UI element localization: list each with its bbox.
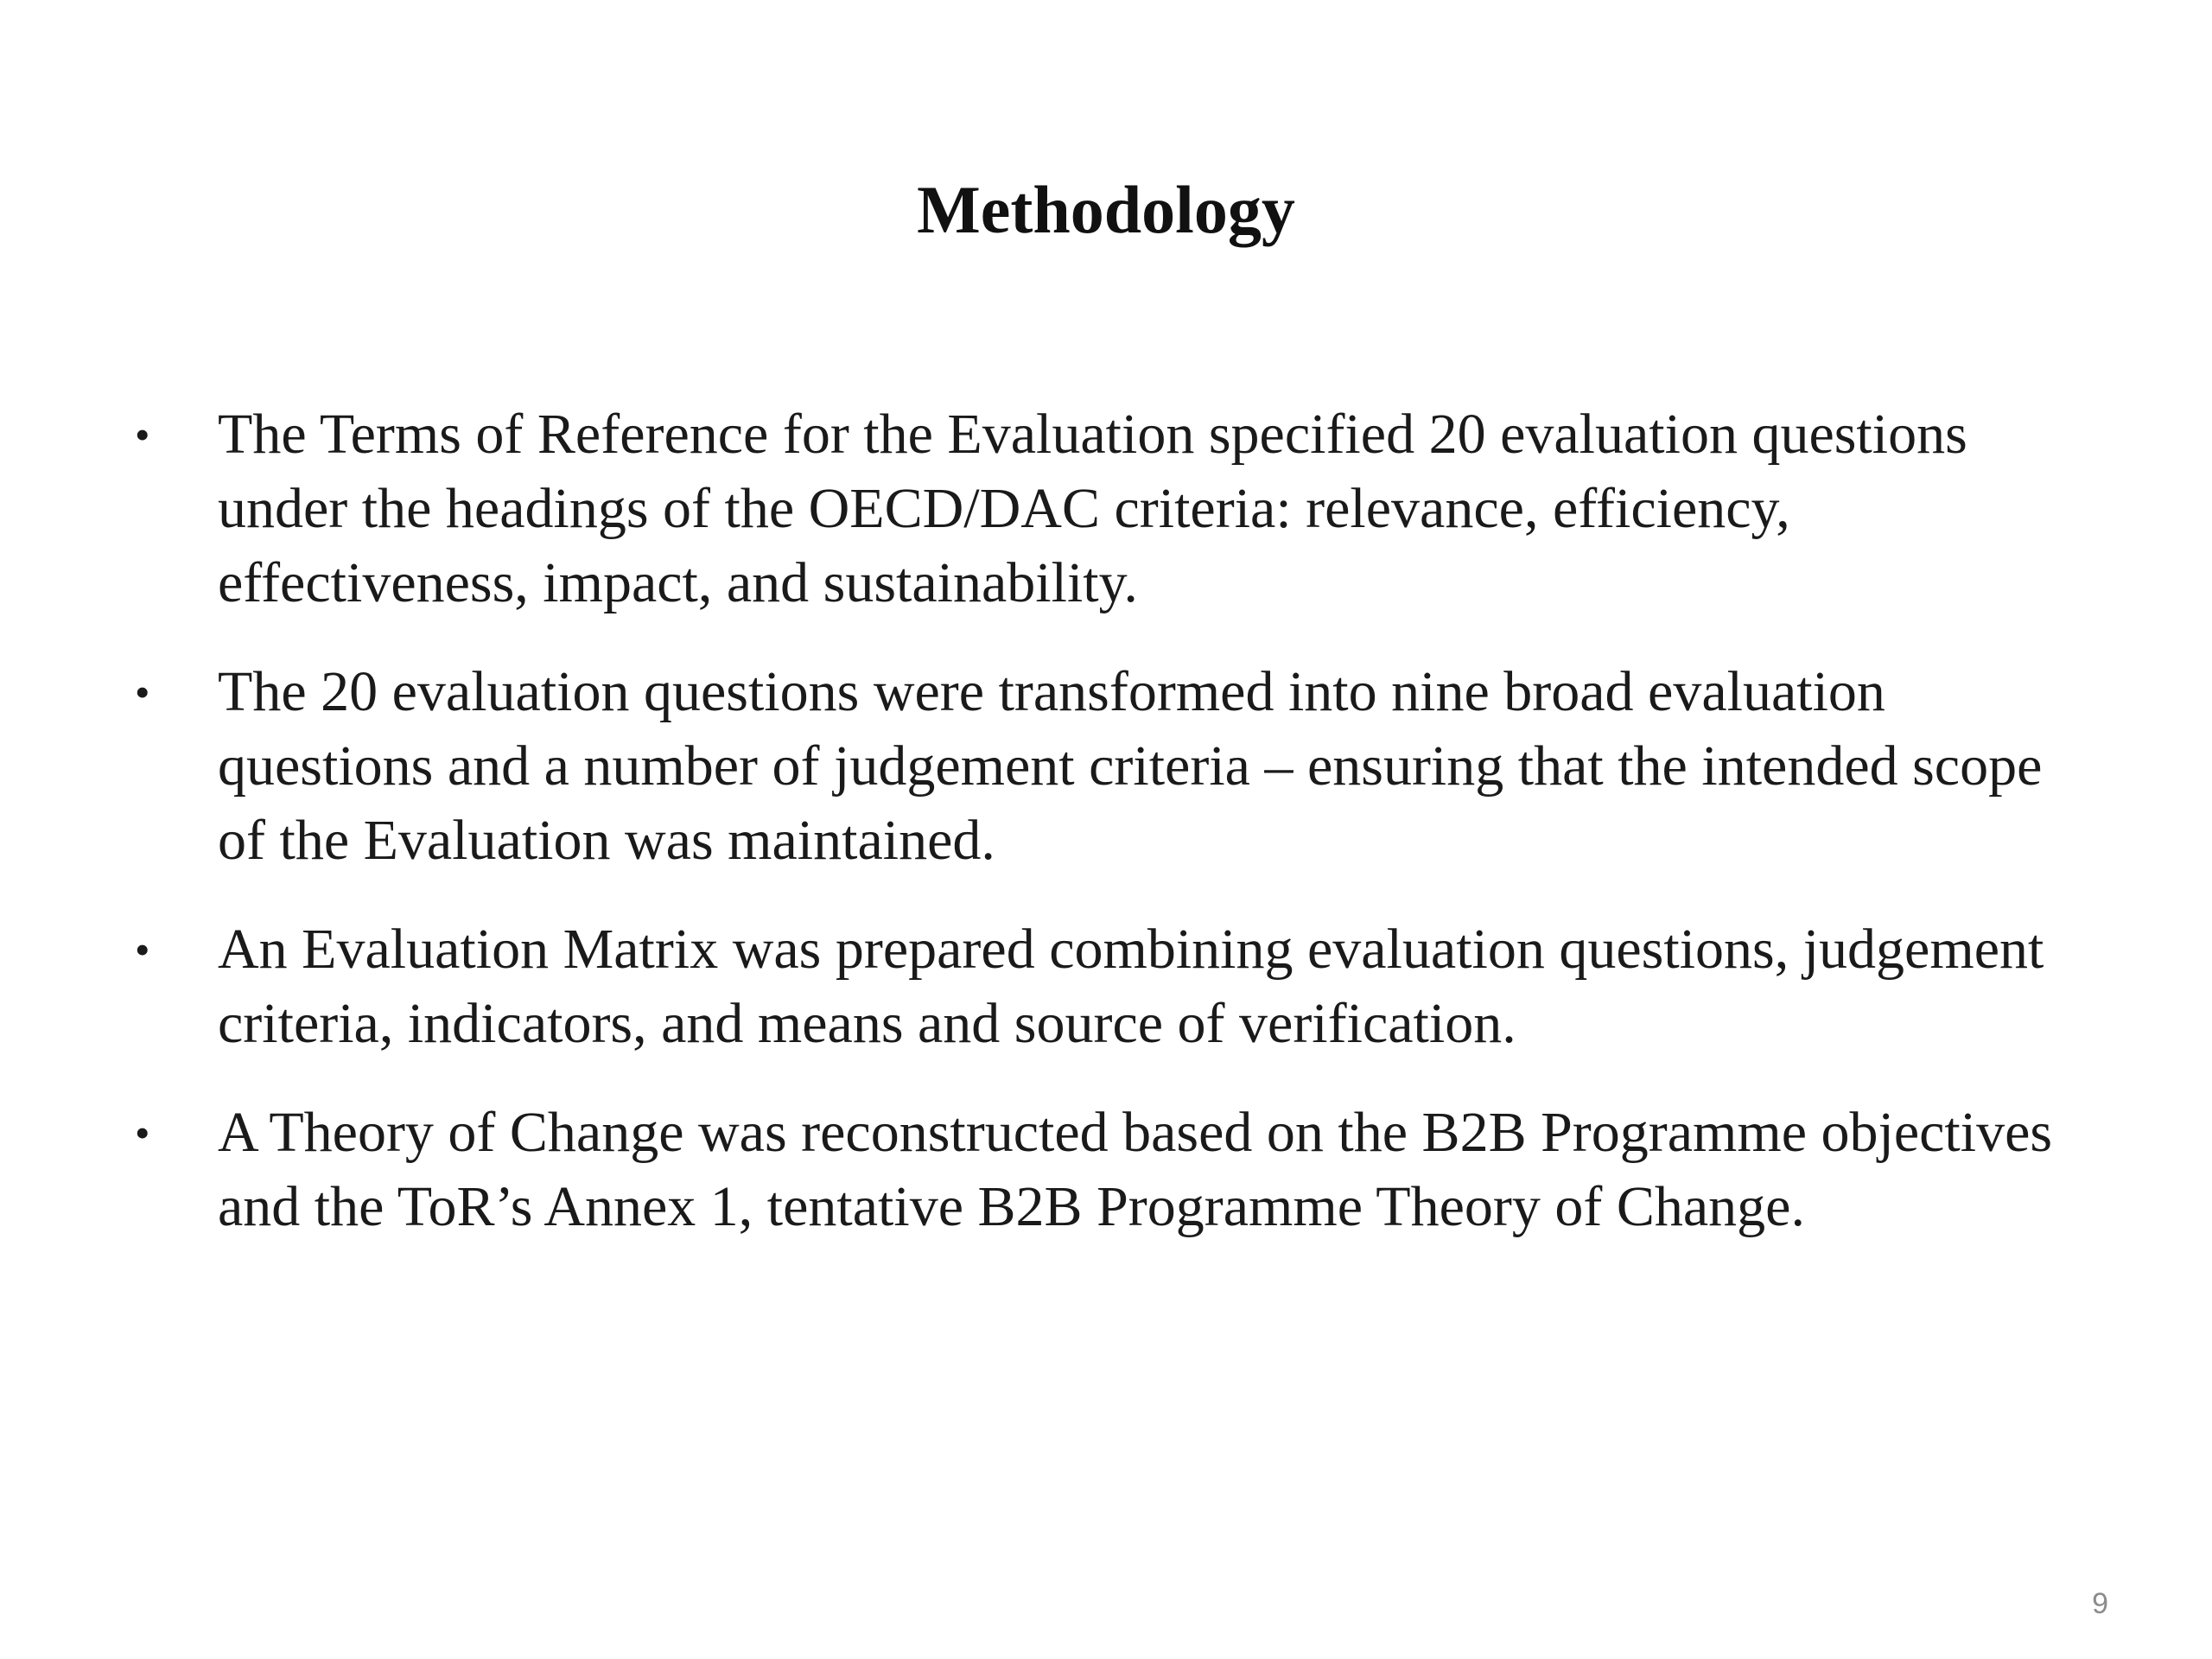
bullet-text: The 20 evaluation questions were transformed into nine broad evaluation questions and a number of judgement criteria – ensuring that the intended scope of the Evaluation was maintained. bbox=[218, 660, 2043, 872]
bullet-list bbox=[130, 397, 2100, 1279]
bullet-text: An Evaluation Matrix was prepared combining evaluation questions, judgement criteria, indicators, and means and source of verification. bbox=[218, 918, 2044, 1055]
bullet-item bbox=[130, 1096, 2100, 1244]
bullet-item bbox=[130, 912, 2100, 1061]
slide-title: Methodology bbox=[917, 172, 1295, 247]
bullet-icon: • bbox=[135, 410, 150, 459]
bullet-item bbox=[130, 397, 2100, 620]
bullet-icon: • bbox=[135, 668, 150, 716]
bullet-text: The Terms of Reference for the Evaluation specified 20 evaluation questions under the headings of the OECD/DAC criteria: relevance, efficiency, effectiveness, impact, and sustainability. bbox=[218, 403, 1967, 614]
bullet-icon: • bbox=[135, 1109, 150, 1157]
page-number: 9 bbox=[2092, 1587, 2108, 1620]
bullet-text: A Theory of Change was reconstructed based on the B2B Programme objectives and the ToR’s Annex 1, tentative B2B Programme Theory of Change. bbox=[218, 1101, 2053, 1238]
bullet-icon: • bbox=[135, 925, 150, 974]
bullet-item bbox=[130, 655, 2100, 878]
